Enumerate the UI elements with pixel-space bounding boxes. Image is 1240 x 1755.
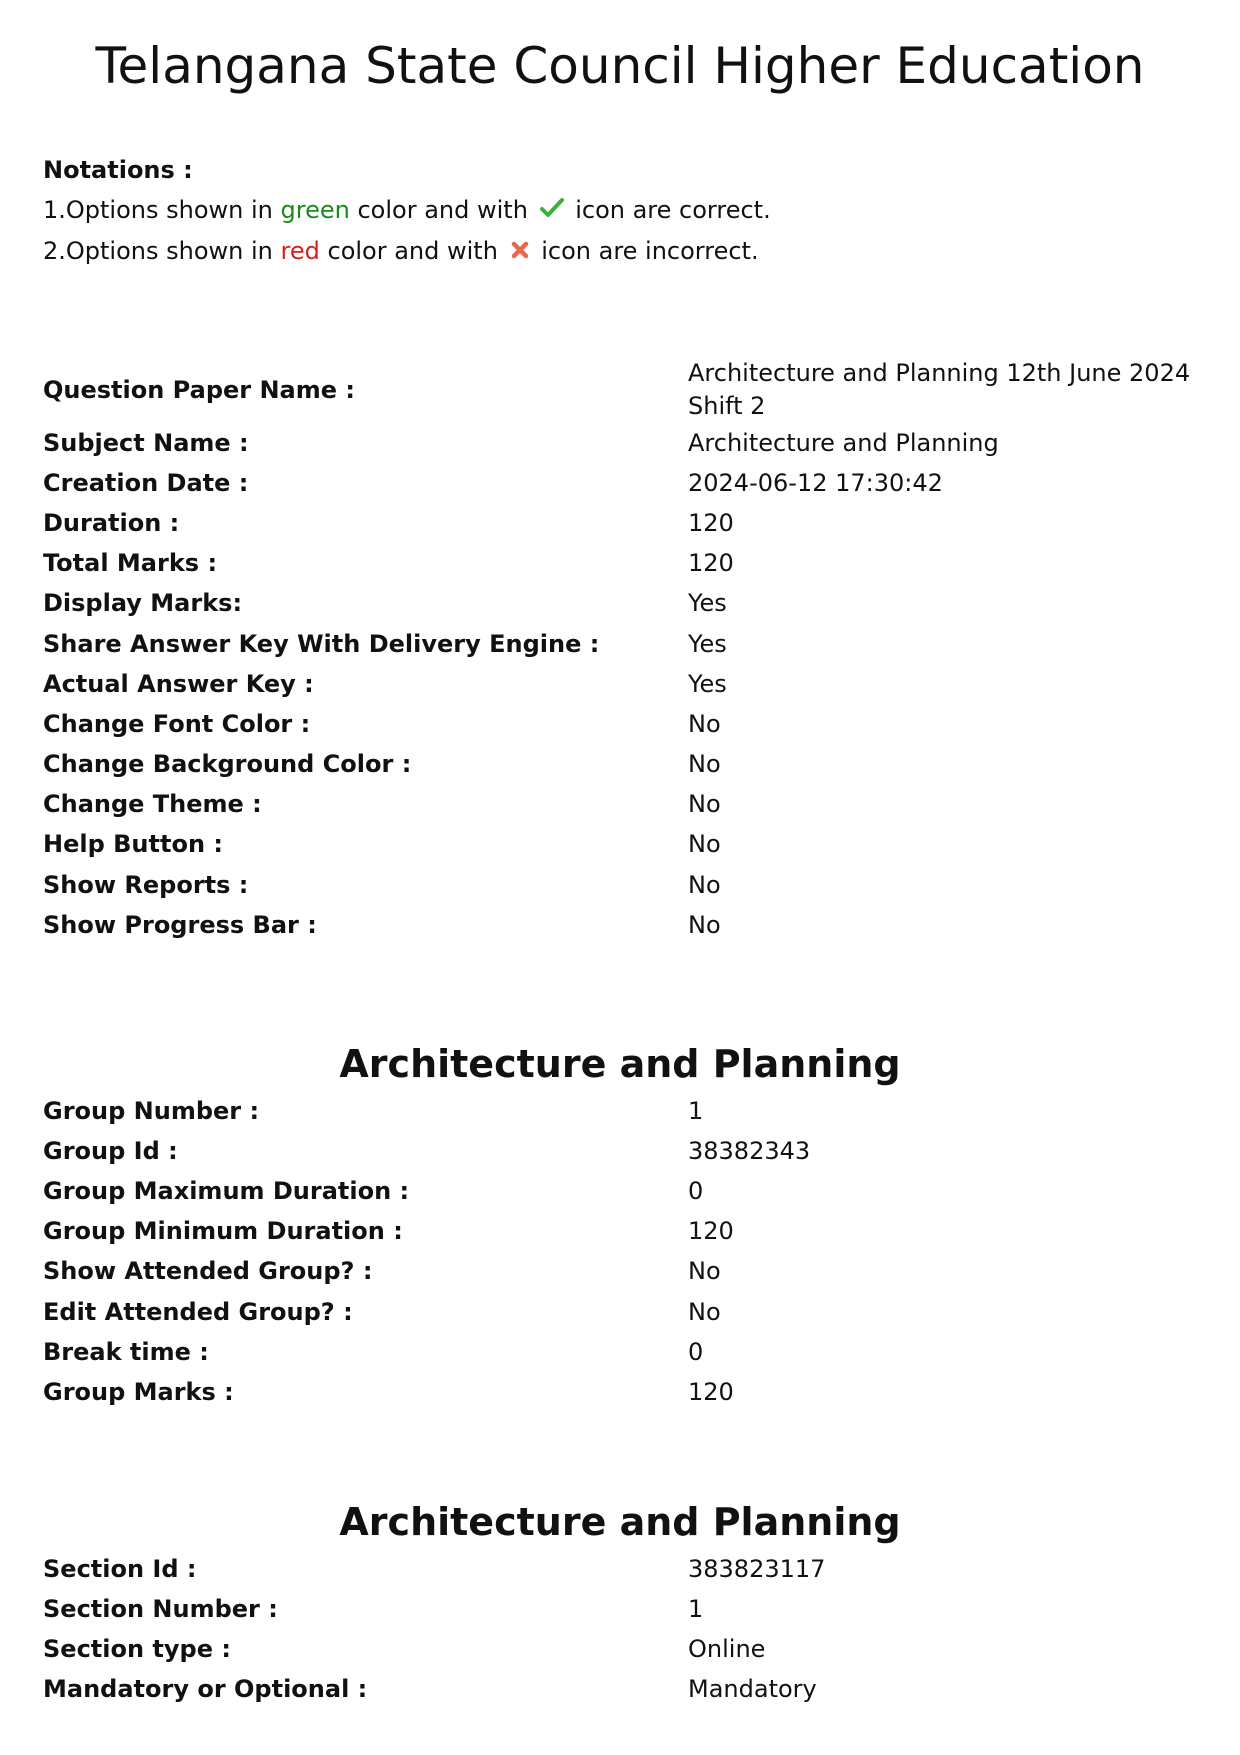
info-label: Change Background Color : [43,750,412,779]
info-value: No [688,910,721,939]
group-value: 120 [688,1377,734,1406]
info-label: Show Reports : [43,870,249,899]
group-row [43,1091,1203,1131]
notations [43,150,771,272]
section-value: Online [688,1634,766,1663]
info-label: Subject Name : [43,428,249,457]
group-value: 0 [688,1176,704,1205]
info-value: Yes [688,669,727,698]
info-value: Yes [688,589,727,618]
section-label: Section Id : [43,1554,197,1583]
group-row [43,1292,1203,1332]
info-row [43,584,1203,624]
section-value: 1 [688,1594,704,1623]
section-row [43,1670,1203,1710]
section-info-table [43,1549,1203,1710]
info-row [43,357,1203,423]
group-row [43,1252,1203,1292]
info-row [43,463,1203,503]
notation-incorrect-prefix: 2.Options shown in [43,237,273,265]
info-value: No [688,709,721,738]
info-label: Duration : [43,508,180,537]
section-row [43,1589,1203,1629]
info-value: 2024-06-12 17:30:42 [688,468,943,497]
group-row [43,1212,1203,1252]
info-row [43,624,1203,664]
group-info-table [43,1091,1203,1413]
info-label: Creation Date : [43,468,249,497]
info-row [43,825,1203,865]
info-value: No [688,830,721,859]
group-label: Edit Attended Group? : [43,1297,353,1326]
group-row [43,1332,1203,1372]
notation-correct-suffix: icon are correct. [575,196,771,224]
group-label: Group Maximum Duration : [43,1176,410,1205]
group-value: 1 [688,1096,704,1125]
info-value: No [688,790,721,819]
info-label: Share Answer Key With Delivery Engine : [43,629,600,658]
section-label: Section type : [43,1634,231,1663]
info-label: Show Progress Bar : [43,910,317,939]
notation-incorrect [43,231,771,272]
notation-correct-prefix: 1.Options shown in [43,196,273,224]
section-value: 383823117 [688,1554,826,1583]
notation-incorrect-middle: color and with [327,237,498,265]
info-value: No [688,750,721,779]
info-value [688,357,1203,423]
info-row [43,423,1203,463]
info-value: 120 [688,508,734,537]
group-value: 38382343 [688,1136,811,1165]
group-label: Group Id : [43,1136,178,1165]
group-label: Group Minimum Duration : [43,1217,403,1246]
section-row [43,1629,1203,1669]
info-value: No [688,870,721,899]
info-value: 120 [688,549,734,578]
group-value: No [688,1297,721,1326]
notation-correct-middle: color and with [357,196,528,224]
info-row [43,905,1203,945]
info-row [43,503,1203,543]
notation-green-word: green [280,196,350,224]
notation-red-word: red [280,237,320,265]
cross-icon [510,232,530,272]
info-value: Architecture and Planning [688,428,999,457]
group-label: Break time : [43,1337,209,1366]
section-label: Mandatory or Optional : [43,1675,368,1704]
group-value: 0 [688,1337,704,1366]
info-label: Help Button : [43,830,223,859]
group-value: No [688,1257,721,1286]
info-row [43,544,1203,584]
info-label: Display Marks: [43,589,243,618]
info-label: Change Theme : [43,790,262,819]
notation-correct [43,190,771,231]
section-value: Mandatory [688,1675,817,1704]
group-label: Group Number : [43,1096,260,1125]
group-row [43,1131,1203,1171]
notation-incorrect-suffix: icon are incorrect. [541,237,759,265]
group-label: Show Attended Group? : [43,1257,373,1286]
section-label: Section Number : [43,1594,278,1623]
info-row [43,664,1203,704]
group-row [43,1171,1203,1211]
group-row [43,1372,1203,1412]
check-icon [540,191,564,231]
page-title: Telangana State Council Higher Education [95,37,1145,95]
info-label: Total Marks : [43,549,218,578]
info-value-line2: Shift 2 [688,392,766,420]
section-row [43,1549,1203,1589]
group-value: 120 [688,1217,734,1246]
info-row [43,704,1203,744]
paper-info-table [43,357,1203,945]
info-label: Actual Answer Key : [43,669,314,698]
info-row [43,745,1203,785]
info-row [43,865,1203,905]
info-row [43,785,1203,825]
group-label: Group Marks : [43,1377,234,1406]
info-value: Yes [688,629,727,658]
info-label: Question Paper Name : [43,375,355,404]
section-heading: Architecture and Planning [339,1500,901,1544]
notations-heading: Notations : [43,156,193,184]
info-label: Change Font Color : [43,709,311,738]
info-value-line1: Architecture and Planning 12th June 2024 [688,359,1191,387]
group-heading: Architecture and Planning [339,1042,901,1086]
